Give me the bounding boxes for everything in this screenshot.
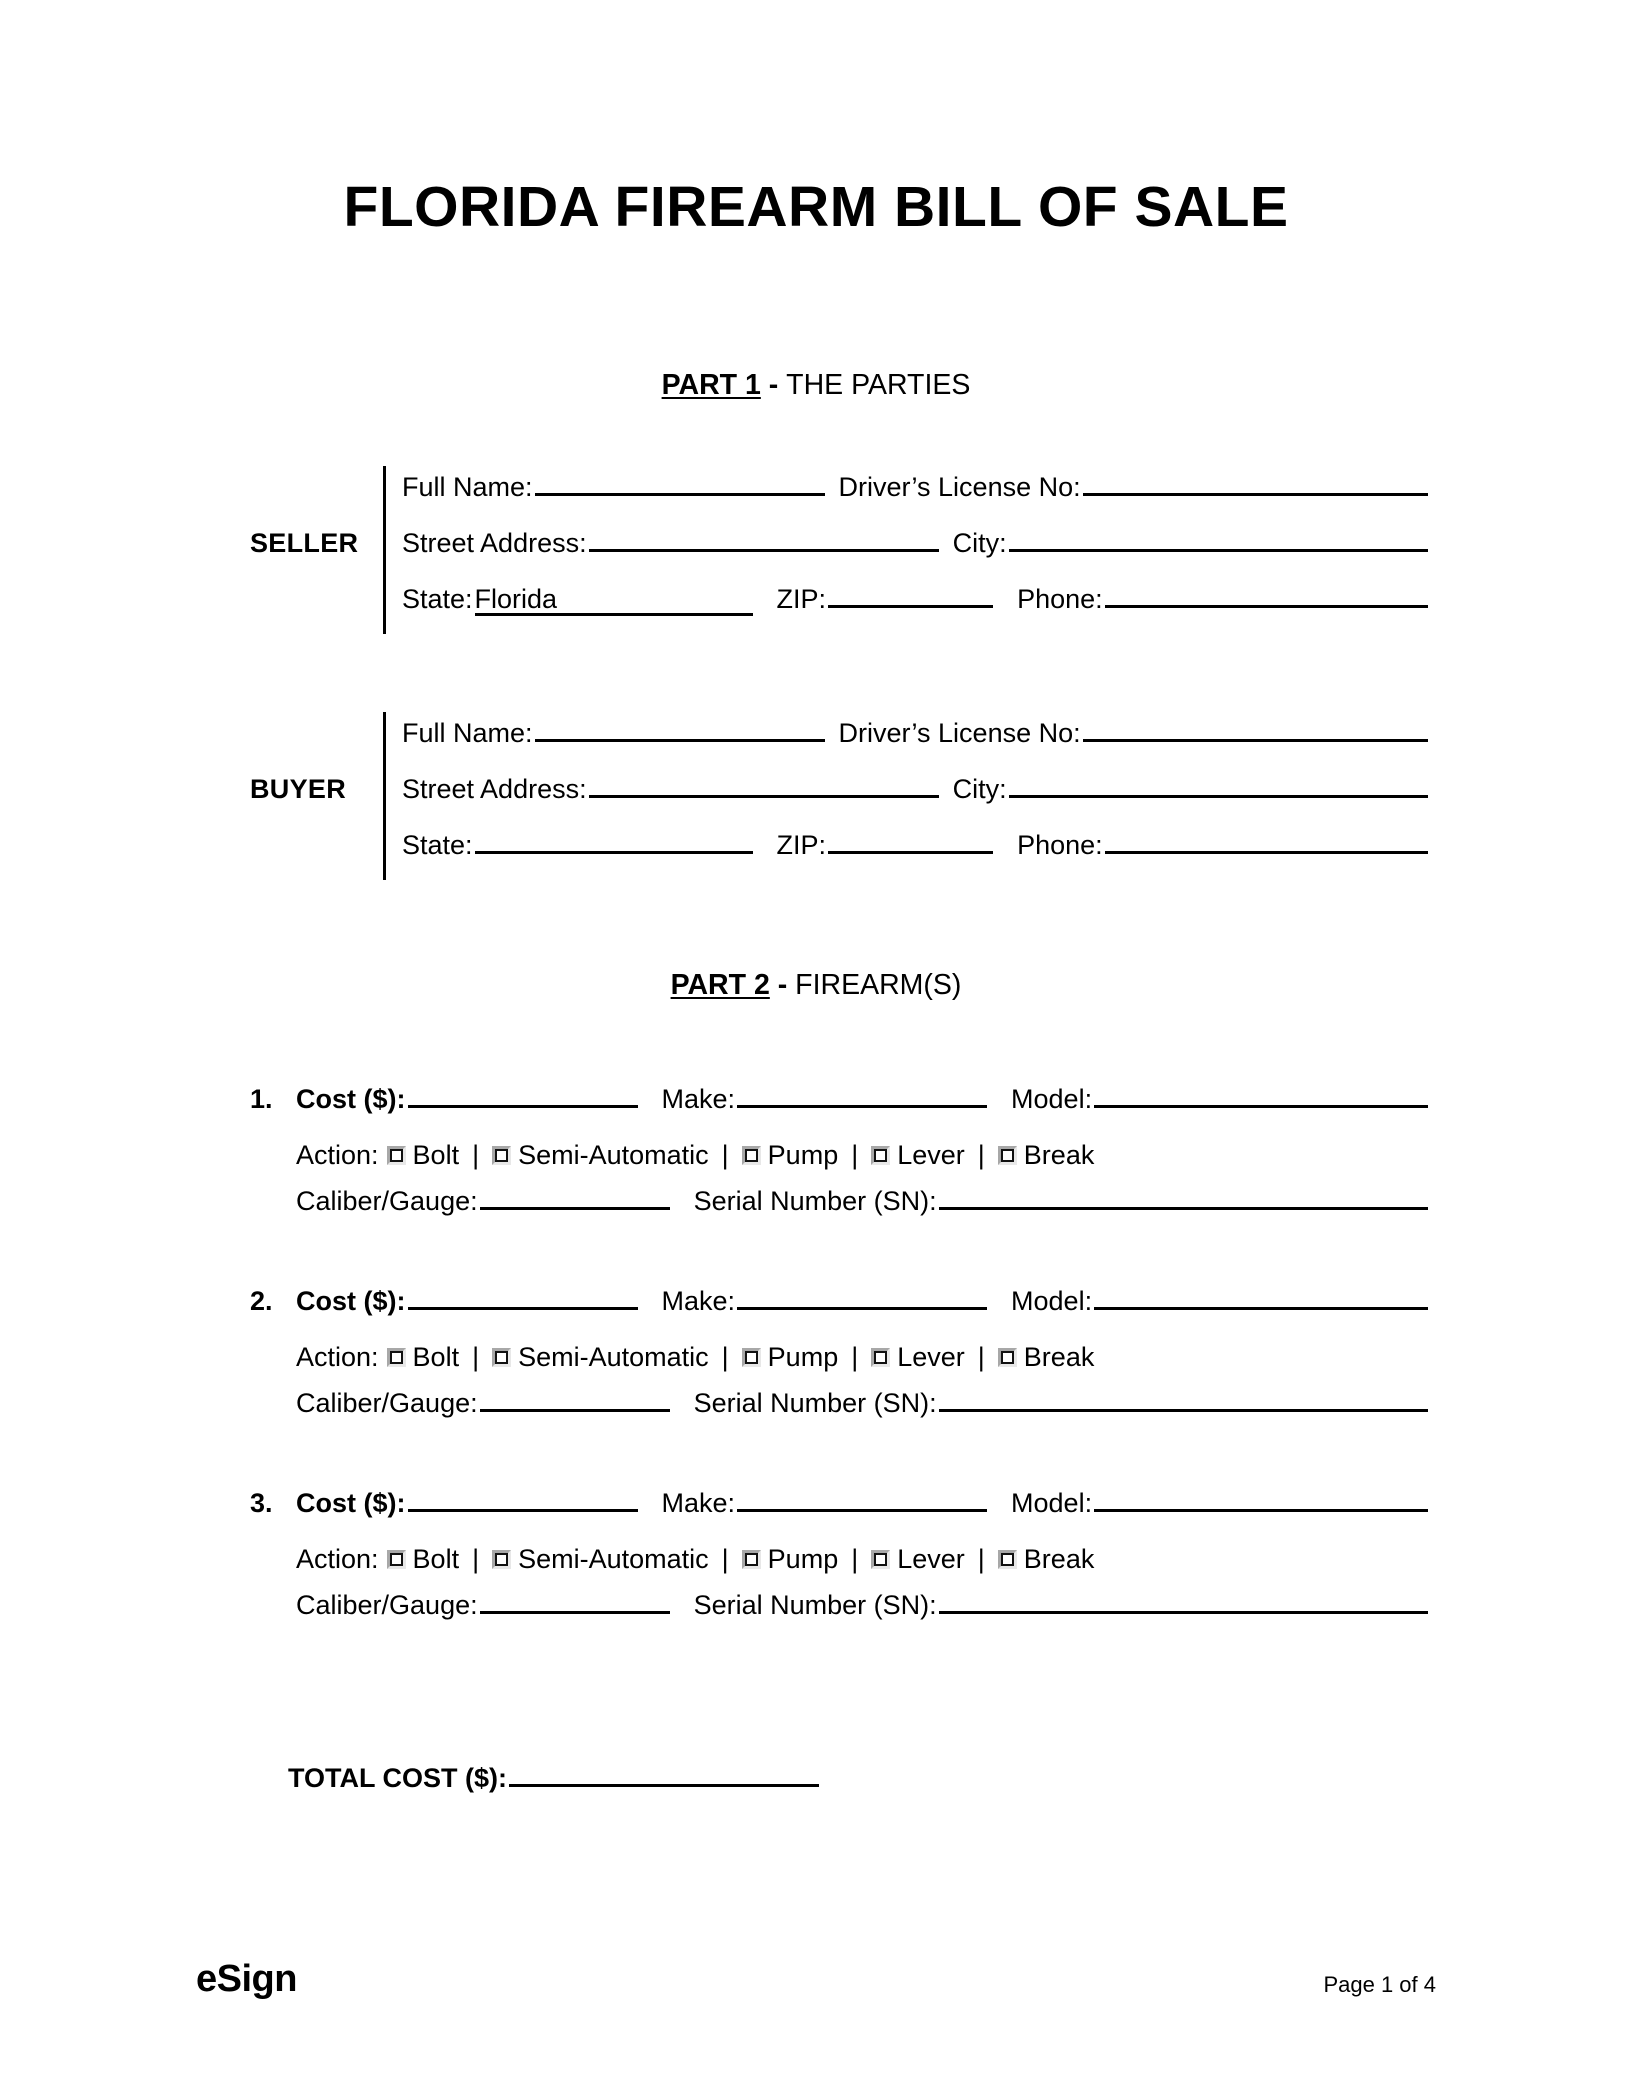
firearm-2-action-bolt[interactable] bbox=[387, 1341, 460, 1372]
firearm-3-index: 3. bbox=[250, 1488, 273, 1518]
seller-drivers-license-input[interactable] bbox=[1083, 466, 1428, 496]
part-2-heading bbox=[0, 968, 1632, 1002]
checkbox-icon[interactable] bbox=[998, 1348, 1017, 1367]
checkbox-icon[interactable] bbox=[387, 1550, 406, 1569]
seller-city-label: City: bbox=[952, 528, 1007, 558]
seller-street-address-label: Street Address: bbox=[402, 528, 587, 558]
firearm-2-caliber-label: Caliber/Gauge: bbox=[296, 1388, 478, 1418]
firearm-2-model-input[interactable] bbox=[1094, 1280, 1428, 1310]
buyer-drivers-license-label: Driver’s License No: bbox=[838, 718, 1081, 748]
firearm-1-cost-label: Cost ($): bbox=[296, 1084, 406, 1114]
firearm-3-action-lever-label: Lever bbox=[897, 1543, 965, 1574]
part-2-title: FIREARM(S) bbox=[795, 969, 962, 1001]
checkbox-icon[interactable] bbox=[742, 1146, 761, 1165]
seller-name-row bbox=[402, 466, 1430, 522]
seller-zip-input[interactable] bbox=[828, 578, 993, 608]
firearm-3-action-semi-automatic[interactable] bbox=[492, 1543, 709, 1574]
seller-divider bbox=[383, 466, 386, 634]
firearm-2-caliber-row bbox=[250, 1382, 1430, 1432]
firearm-3-cost-input[interactable] bbox=[408, 1482, 638, 1512]
firearm-1-serial-input[interactable] bbox=[939, 1180, 1428, 1210]
firearm-1-action-lever[interactable] bbox=[871, 1139, 965, 1170]
firearm-2-action-break[interactable] bbox=[998, 1341, 1095, 1372]
firearm-3-caliber-row bbox=[250, 1584, 1430, 1634]
firearm-2-serial-input[interactable] bbox=[939, 1382, 1428, 1412]
buyer-section bbox=[250, 712, 1430, 880]
checkbox-icon[interactable] bbox=[998, 1146, 1017, 1165]
seller-state-input[interactable]: Florida bbox=[475, 586, 753, 616]
firearm-3-action-break[interactable] bbox=[998, 1543, 1095, 1574]
firearm-3-caliber-label: Caliber/Gauge: bbox=[296, 1590, 478, 1620]
buyer-phone-label: Phone: bbox=[1017, 830, 1103, 860]
buyer-state-row bbox=[402, 824, 1430, 880]
firearm-entry-2 bbox=[250, 1280, 1430, 1432]
buyer-role-label: BUYER bbox=[250, 774, 347, 804]
firearm-3-action-break-label: Break bbox=[1023, 1543, 1095, 1574]
firearm-1-make-label: Make: bbox=[661, 1084, 736, 1114]
seller-state-label: State: bbox=[402, 584, 473, 614]
checkbox-icon[interactable] bbox=[742, 1348, 761, 1367]
action-separator: | bbox=[472, 1543, 480, 1574]
firearm-2-action-lever-label: Lever bbox=[897, 1341, 965, 1372]
firearm-1-action-bolt-label: Bolt bbox=[412, 1139, 460, 1170]
checkbox-icon[interactable] bbox=[998, 1550, 1017, 1569]
firearm-2-action-bolt-label: Bolt bbox=[412, 1341, 460, 1372]
firearm-3-action-bolt-label: Bolt bbox=[412, 1543, 460, 1574]
action-separator: | bbox=[977, 1341, 985, 1372]
buyer-state-input[interactable] bbox=[475, 824, 753, 854]
firearm-entry-1 bbox=[250, 1078, 1430, 1230]
firearm-2-action-pump[interactable] bbox=[742, 1341, 839, 1372]
part-1-dash: - bbox=[760, 369, 787, 401]
action-separator: | bbox=[851, 1139, 859, 1170]
part-2-number: PART 2 bbox=[670, 969, 770, 1001]
part-1-heading bbox=[0, 368, 1632, 402]
firearm-3-action-pump-label: Pump bbox=[767, 1543, 839, 1574]
firearm-3-action-bolt[interactable] bbox=[387, 1543, 460, 1574]
seller-role-label: SELLER bbox=[250, 528, 359, 558]
firearm-3-make-label: Make: bbox=[661, 1488, 736, 1518]
firearm-3-action-semi-automatic-label: Semi-Automatic bbox=[518, 1543, 709, 1574]
firearm-1-model-label: Model: bbox=[1011, 1084, 1093, 1114]
action-separator: | bbox=[472, 1139, 480, 1170]
buyer-divider bbox=[383, 712, 386, 880]
part-1-title: THE PARTIES bbox=[786, 369, 971, 401]
firearm-3-serial-label: Serial Number (SN): bbox=[693, 1590, 937, 1620]
firearm-2-cost-input[interactable] bbox=[408, 1280, 638, 1310]
buyer-phone-input[interactable] bbox=[1105, 824, 1428, 854]
firearm-2-cost-row bbox=[250, 1280, 1430, 1332]
checkbox-icon[interactable] bbox=[492, 1348, 511, 1367]
buyer-drivers-license-input[interactable] bbox=[1083, 712, 1428, 742]
seller-full-name-label: Full Name: bbox=[402, 472, 533, 502]
checkbox-icon[interactable] bbox=[387, 1146, 406, 1165]
total-cost-row bbox=[288, 1757, 821, 1792]
firearm-2-action-pump-label: Pump bbox=[767, 1341, 839, 1372]
firearm-1-action-pump[interactable] bbox=[742, 1139, 839, 1170]
buyer-fields bbox=[402, 712, 1430, 880]
firearm-1-action-break[interactable] bbox=[998, 1139, 1095, 1170]
action-separator: | bbox=[721, 1139, 729, 1170]
firearm-3-caliber-input[interactable] bbox=[480, 1584, 670, 1614]
buyer-address-row bbox=[402, 768, 1430, 824]
page-number: Page 1 of 4 bbox=[1323, 1972, 1436, 1997]
action-separator: | bbox=[977, 1543, 985, 1574]
firearm-2-model-label: Model: bbox=[1011, 1286, 1093, 1316]
total-cost-input[interactable] bbox=[509, 1757, 819, 1787]
checkbox-icon[interactable] bbox=[871, 1146, 890, 1165]
buyer-state-label: State: bbox=[402, 830, 473, 860]
firearm-1-cost-row bbox=[250, 1078, 1430, 1130]
firearm-1-serial-label: Serial Number (SN): bbox=[693, 1186, 937, 1216]
firearm-1-index: 1. bbox=[250, 1084, 273, 1114]
buyer-city-input[interactable] bbox=[1009, 768, 1428, 798]
action-separator: | bbox=[851, 1341, 859, 1372]
action-separator: | bbox=[721, 1341, 729, 1372]
firearm-3-action-row bbox=[250, 1534, 1430, 1584]
page-title: FLORIDA FIREARM BILL OF SALE bbox=[343, 175, 1289, 239]
firearm-1-action-row bbox=[250, 1130, 1430, 1180]
seller-state-row bbox=[402, 578, 1430, 634]
firearm-2-action-semi-automatic-label: Semi-Automatic bbox=[518, 1341, 709, 1372]
action-separator: | bbox=[472, 1341, 480, 1372]
firearm-3-model-input[interactable] bbox=[1094, 1482, 1428, 1512]
buyer-full-name-input[interactable] bbox=[535, 712, 825, 742]
checkbox-icon[interactable] bbox=[387, 1348, 406, 1367]
buyer-zip-input[interactable] bbox=[828, 824, 993, 854]
firearm-entry-3 bbox=[250, 1482, 1430, 1634]
firearm-1-action-bolt[interactable] bbox=[387, 1139, 460, 1170]
seller-street-address-input[interactable] bbox=[589, 522, 939, 552]
firearm-1-action-semi-automatic[interactable] bbox=[492, 1139, 709, 1170]
firearm-2-index: 2. bbox=[250, 1286, 273, 1316]
firearm-3-cost-row bbox=[250, 1482, 1430, 1534]
firearm-3-action-lever[interactable] bbox=[871, 1543, 965, 1574]
firearm-3-serial-input[interactable] bbox=[939, 1584, 1428, 1614]
part-1-number: PART 1 bbox=[661, 369, 761, 401]
esign-logo: eSign bbox=[196, 1958, 297, 2000]
firearm-1-model-input[interactable] bbox=[1094, 1078, 1428, 1108]
firearm-1-action-pump-label: Pump bbox=[767, 1139, 839, 1170]
seller-city-input[interactable] bbox=[1009, 522, 1428, 552]
firearm-2-action-row bbox=[250, 1332, 1430, 1382]
action-separator: | bbox=[977, 1139, 985, 1170]
seller-section bbox=[250, 466, 1430, 634]
firearm-2-cost-label: Cost ($): bbox=[296, 1286, 406, 1316]
firearm-2-make-label: Make: bbox=[661, 1286, 736, 1316]
buyer-name-row bbox=[402, 712, 1430, 768]
firearm-3-action-pump[interactable] bbox=[742, 1543, 839, 1574]
seller-drivers-license-label: Driver’s License No: bbox=[838, 472, 1081, 502]
firearm-1-action-semi-automatic-label: Semi-Automatic bbox=[518, 1139, 709, 1170]
firearm-3-action-label: Action: bbox=[296, 1543, 379, 1574]
firearm-1-make-input[interactable] bbox=[737, 1078, 987, 1108]
seller-zip-label: ZIP: bbox=[776, 584, 827, 614]
buyer-full-name-label: Full Name: bbox=[402, 718, 533, 748]
firearm-2-serial-label: Serial Number (SN): bbox=[693, 1388, 937, 1418]
seller-full-name-input[interactable] bbox=[535, 466, 825, 496]
firearm-2-caliber-input[interactable] bbox=[480, 1382, 670, 1412]
firearm-1-action-break-label: Break bbox=[1023, 1139, 1095, 1170]
firearm-3-model-label: Model: bbox=[1011, 1488, 1093, 1518]
firearm-2-action-semi-automatic[interactable] bbox=[492, 1341, 709, 1372]
firearm-2-action-lever[interactable] bbox=[871, 1341, 965, 1372]
checkbox-icon[interactable] bbox=[742, 1550, 761, 1569]
seller-phone-label: Phone: bbox=[1017, 584, 1103, 614]
firearm-2-make-input[interactable] bbox=[737, 1280, 987, 1310]
buyer-zip-label: ZIP: bbox=[776, 830, 827, 860]
buyer-city-label: City: bbox=[952, 774, 1007, 804]
firearm-1-action-label: Action: bbox=[296, 1139, 379, 1170]
firearm-1-caliber-row bbox=[250, 1180, 1430, 1230]
action-separator: | bbox=[851, 1543, 859, 1574]
firearm-2-action-label: Action: bbox=[296, 1341, 379, 1372]
seller-phone-input[interactable] bbox=[1105, 578, 1428, 608]
firearm-3-make-input[interactable] bbox=[737, 1482, 987, 1512]
action-separator: | bbox=[721, 1543, 729, 1574]
seller-fields bbox=[402, 466, 1430, 634]
firearm-1-caliber-input[interactable] bbox=[480, 1180, 670, 1210]
seller-address-row bbox=[402, 522, 1430, 578]
checkbox-icon[interactable] bbox=[492, 1146, 511, 1165]
checkbox-icon[interactable] bbox=[492, 1550, 511, 1569]
firearm-1-caliber-label: Caliber/Gauge: bbox=[296, 1186, 478, 1216]
checkbox-icon[interactable] bbox=[871, 1348, 890, 1367]
total-cost-label: TOTAL COST ($): bbox=[288, 1763, 507, 1793]
part-2-dash: - bbox=[769, 969, 796, 1001]
firearm-3-cost-label: Cost ($): bbox=[296, 1488, 406, 1518]
firearm-1-action-lever-label: Lever bbox=[897, 1139, 965, 1170]
firearm-2-action-break-label: Break bbox=[1023, 1341, 1095, 1372]
buyer-street-address-input[interactable] bbox=[589, 768, 939, 798]
checkbox-icon[interactable] bbox=[871, 1550, 890, 1569]
buyer-street-address-label: Street Address: bbox=[402, 774, 587, 804]
firearm-1-cost-input[interactable] bbox=[408, 1078, 638, 1108]
